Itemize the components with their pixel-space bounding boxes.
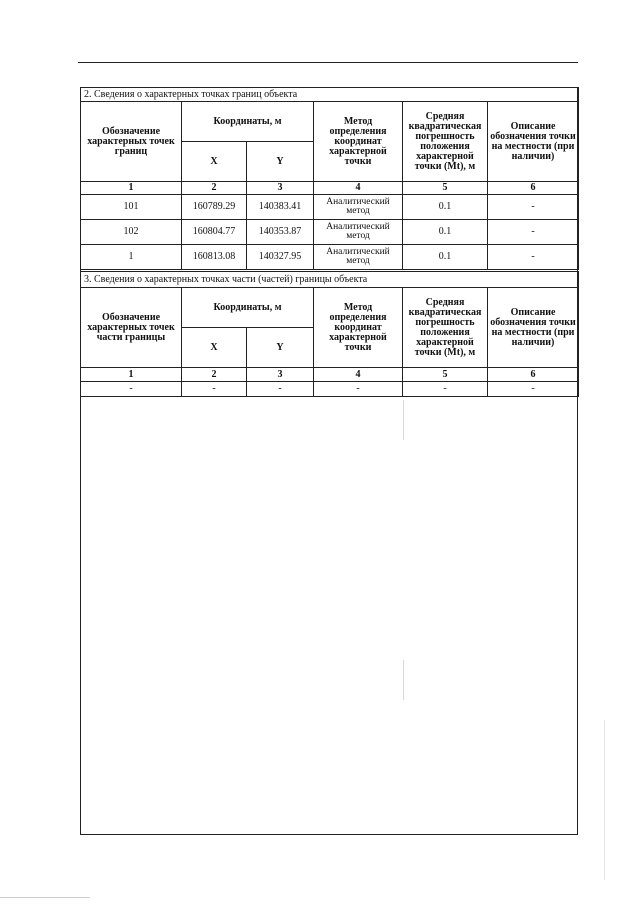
boundary-points-table bbox=[80, 87, 579, 270]
desc-cell: - bbox=[488, 245, 579, 270]
y-cell: - bbox=[247, 382, 314, 397]
scan-fold-line bbox=[403, 660, 404, 700]
column-number: 6 bbox=[488, 182, 579, 195]
method-cell bbox=[314, 220, 403, 245]
header-x: X bbox=[182, 142, 247, 182]
y-cell: 140353.87 bbox=[247, 220, 314, 245]
mt-cell: 0.1 bbox=[403, 245, 488, 270]
header-designation: Обозначение характерных точек границ bbox=[81, 102, 182, 182]
column-number: 4 bbox=[314, 182, 403, 195]
header-accuracy: Средняя квадратическая погрешность положения характерной точки (Mt), м bbox=[403, 102, 488, 182]
y-cell: 140327.95 bbox=[247, 245, 314, 270]
header-description: Описание обозначения точки на местности (при наличии) bbox=[488, 102, 579, 182]
header-accuracy: Средняя квадратическая погрешность положения характерной точки (Mt), м bbox=[403, 288, 488, 368]
mt-cell: 0.1 bbox=[403, 220, 488, 245]
column-numbers-row bbox=[81, 368, 579, 382]
table-row bbox=[81, 245, 579, 270]
point-cell: 1 bbox=[81, 245, 182, 270]
header-y: Y bbox=[247, 328, 314, 368]
section-3-title: 3. Сведения о характерных точках части (частей) границы объекта bbox=[81, 272, 579, 288]
header-designation: Обозначение характерных точек части границы bbox=[81, 288, 182, 368]
top-rule bbox=[78, 62, 578, 63]
header-y: Y bbox=[247, 142, 314, 182]
desc-cell: - bbox=[488, 195, 579, 220]
column-numbers-row bbox=[81, 182, 579, 195]
method-cell: - bbox=[314, 382, 403, 397]
scan-edge-line bbox=[604, 720, 605, 880]
header-method: Метод определения координат характерной точки bbox=[314, 288, 403, 368]
header-x: X bbox=[182, 328, 247, 368]
y-cell: 140383.41 bbox=[247, 195, 314, 220]
column-number: 1 bbox=[81, 182, 182, 195]
column-number: 3 bbox=[247, 182, 314, 195]
table-row bbox=[81, 195, 579, 220]
header-coordinates: Координаты, м bbox=[182, 288, 314, 328]
scan-footer-mark bbox=[0, 897, 90, 898]
column-number: 2 bbox=[182, 182, 247, 195]
desc-cell: - bbox=[488, 382, 579, 397]
header-method: Метод определения координат характерной точки bbox=[314, 102, 403, 182]
method-cell bbox=[314, 195, 403, 220]
x-cell: 160789.29 bbox=[182, 195, 247, 220]
column-number: 5 bbox=[403, 368, 488, 382]
table-row bbox=[81, 220, 579, 245]
method-cell bbox=[314, 245, 403, 270]
point-cell: 101 bbox=[81, 195, 182, 220]
column-number: 1 bbox=[81, 368, 182, 382]
method-text: Аналитический метод bbox=[326, 222, 390, 241]
x-cell: - bbox=[182, 382, 247, 397]
point-cell: - bbox=[81, 382, 182, 397]
mt-cell: 0.1 bbox=[403, 195, 488, 220]
column-number: 2 bbox=[182, 368, 247, 382]
point-cell: 102 bbox=[81, 220, 182, 245]
table-row bbox=[81, 382, 579, 397]
scan-fold-line bbox=[403, 400, 404, 440]
column-number: 5 bbox=[403, 182, 488, 195]
desc-cell: - bbox=[488, 220, 579, 245]
boundary-part-points-table bbox=[80, 271, 579, 397]
mt-cell: - bbox=[403, 382, 488, 397]
x-cell: 160813.08 bbox=[182, 245, 247, 270]
column-number: 4 bbox=[314, 368, 403, 382]
method-text: Аналитический метод bbox=[326, 247, 390, 266]
header-coordinates: Координаты, м bbox=[182, 102, 314, 142]
section-2-title: 2. Сведения о характерных точках границ объекта bbox=[81, 88, 579, 102]
header-description: Описание обозначения точки на местности (при наличии) bbox=[488, 288, 579, 368]
column-number: 6 bbox=[488, 368, 579, 382]
x-cell: 160804.77 bbox=[182, 220, 247, 245]
column-number: 3 bbox=[247, 368, 314, 382]
method-text: Аналитический метод bbox=[326, 197, 390, 216]
